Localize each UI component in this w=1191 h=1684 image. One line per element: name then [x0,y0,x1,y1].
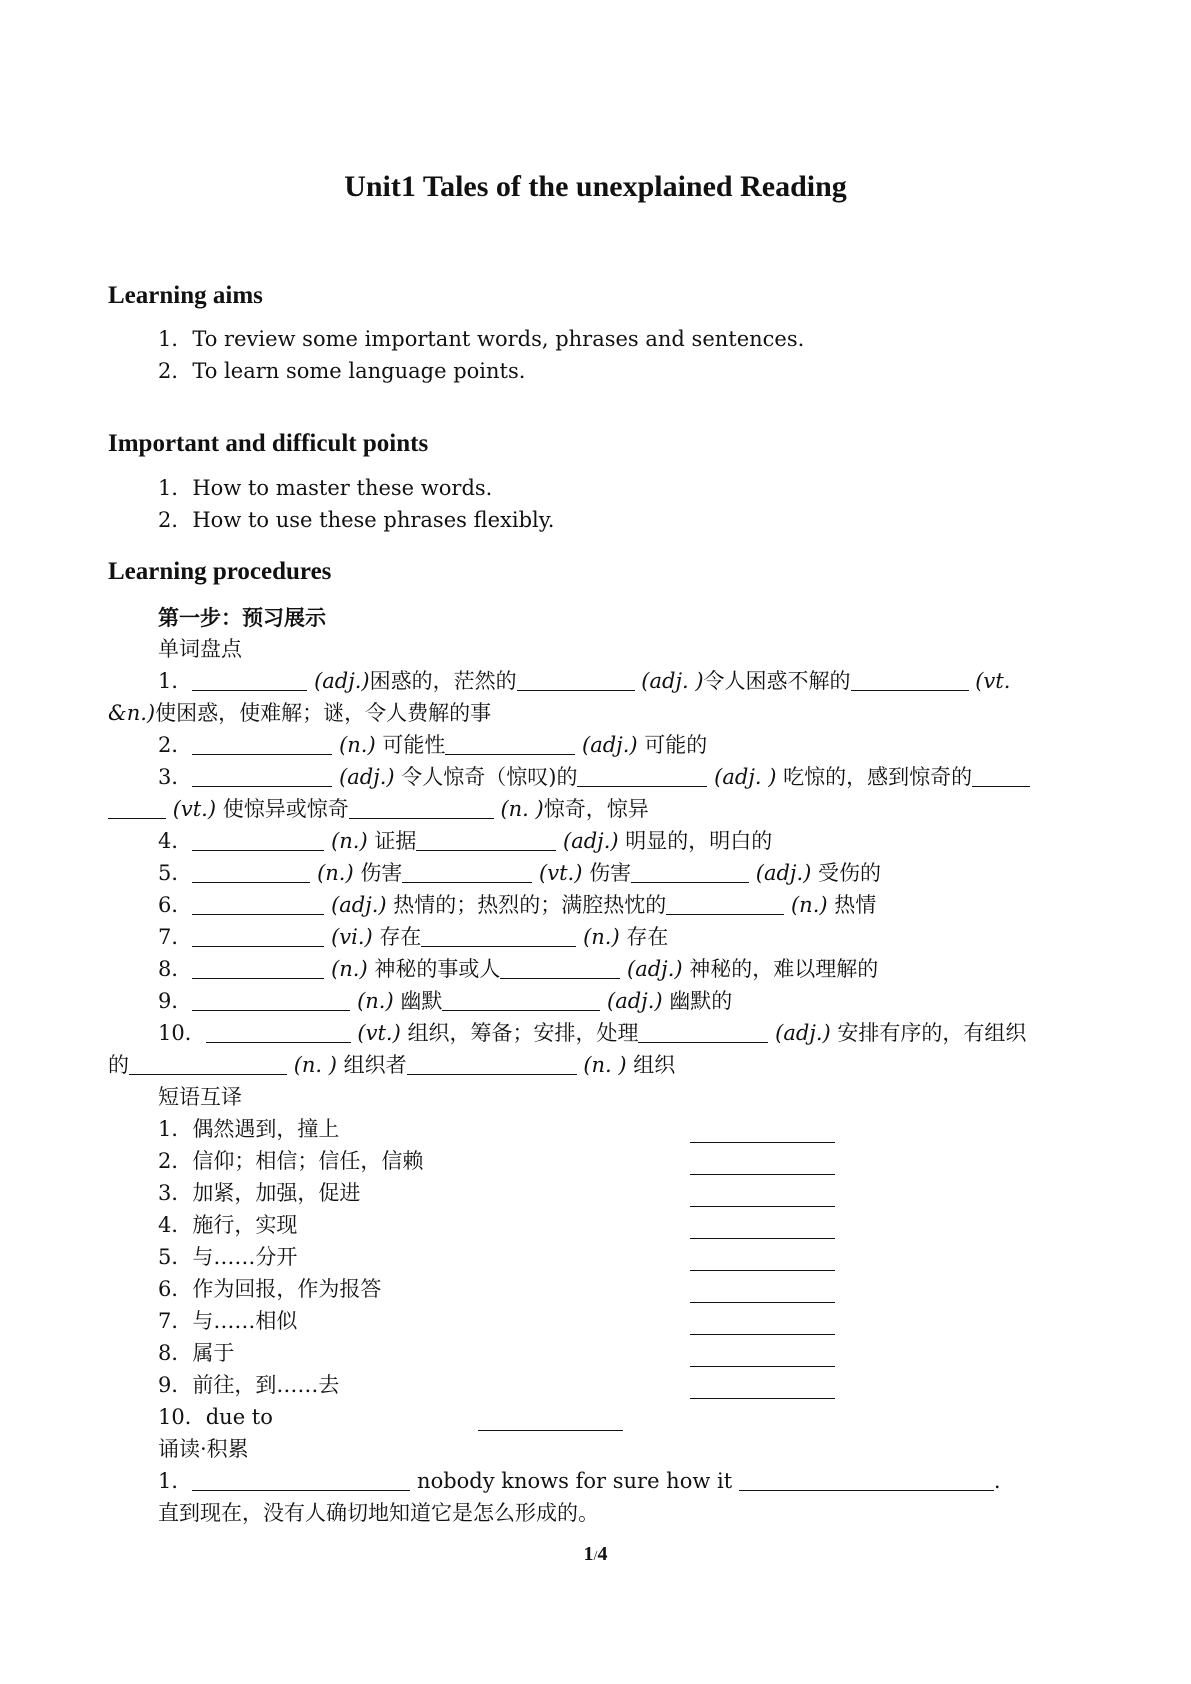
phrase-item: 10．due to [158,1405,273,1429]
vocab-item: 5． (n.) 伤害 (vt.) 伤害 (adj.) 受伤的 [158,861,882,885]
step-heading: 第一步：预习展示 [158,605,326,630]
answer-blank[interactable] [192,864,310,883]
answer-blank[interactable] [631,864,749,883]
phrase-item: 7．与……相似 [158,1309,298,1333]
answer-blank[interactable] [638,1024,768,1043]
phrase-item: 4．施行，实现 [158,1213,298,1237]
vocab-item: 3． (adj.) 令人惊奇（惊叹)的 (adj. ) 吃惊的，感到惊奇的 [158,767,1030,788]
recite-item: 1． nobody knows for sure how it . [158,1469,1001,1493]
vocab-item: 4． (n.) 证据 (adj.) 明显的，明白的 [158,829,773,853]
answer-blank[interactable] [690,1333,835,1335]
learning-procedures-heading: Learning procedures [108,558,332,585]
answer-blank[interactable] [690,1397,835,1399]
answer-blank[interactable] [192,928,324,947]
answer-blank[interactable] [666,896,784,915]
answer-blank[interactable] [690,1301,835,1303]
answer-blank[interactable] [445,736,575,755]
vocab-item: 1． (adj.)困惑的，茫然的 (adj. )令人困惑不解的 (vt. [158,669,1011,693]
answer-blank[interactable] [690,1173,835,1175]
vocab-item-cont: (vt.) 使惊异或惊奇 (n. )惊奇，惊异 [108,799,649,820]
vocab-item-cont: 的 (n. ) 组织者 (n. ) 组织 [108,1053,676,1077]
answer-blank[interactable] [108,800,166,819]
answer-blank[interactable] [349,800,494,819]
aim-item: 2．To learn some language points. [158,359,526,383]
page-title: Unit1 Tales of the unexplained Reading [344,170,847,203]
answer-blank[interactable] [972,768,1030,787]
answer-blank[interactable] [192,736,332,755]
phrase-item: 5．与……分开 [158,1245,298,1269]
answer-blank[interactable] [192,896,324,915]
answer-blank[interactable] [577,768,707,787]
important-points-heading: Important and difficult points [108,430,429,457]
vocab-item: 10． (vt.) 组织，筹备；安排，处理 (adj.) 安排有序的，有组织 [158,1021,1027,1045]
phrase-item: 2．信仰；相信；信任，信赖 [158,1149,424,1173]
point-item: 2．How to use these phrases flexibly. [158,508,555,532]
vocab-item: 6． (adj.) 热情的；热烈的；满腔热忱的 (n.) 热情 [158,893,877,917]
phrase-item: 8．属于 [158,1341,235,1365]
answer-blank[interactable] [478,1429,623,1431]
answer-blank[interactable] [192,672,307,691]
vocab-item: 2． (n.) 可能性 (adj.) 可能的 [158,733,708,757]
answer-blank[interactable] [500,960,620,979]
phrase-item: 6．作为回报，作为报答 [158,1277,382,1301]
answer-blank[interactable] [690,1141,835,1143]
vocab-item-cont: &n.)使困惑，使难解；谜，令人费解的事 [108,701,492,725]
answer-blank[interactable] [192,832,324,851]
vocab-item: 9． (n.) 幽默 (adj.) 幽默的 [158,989,733,1013]
answer-blank[interactable] [192,768,332,787]
answer-blank[interactable] [690,1205,835,1207]
answer-blank[interactable] [192,1472,410,1491]
page-number: 1/4 [583,1543,608,1565]
vocab-item: 8． (n.) 神秘的事或人 (adj.) 神秘的，难以理解的 [158,957,879,981]
phrase-item: 3．加紧，加强，促进 [158,1181,361,1205]
answer-blank[interactable] [402,864,532,883]
answer-blank[interactable] [416,832,556,851]
answer-blank[interactable] [517,672,635,691]
answer-blank[interactable] [442,992,600,1011]
answer-blank[interactable] [690,1365,835,1367]
aim-item: 1．To review some important words, phrases and sentences. [158,327,805,351]
answer-blank[interactable] [690,1269,835,1271]
answer-blank[interactable] [206,1024,351,1043]
answer-blank[interactable] [192,992,350,1011]
answer-blank[interactable] [690,1237,835,1239]
answer-blank[interactable] [192,960,324,979]
answer-blank[interactable] [421,928,576,947]
answer-blank[interactable] [407,1056,577,1075]
phrase-heading: 短语互译 [158,1085,242,1109]
vocab-item: 7． (vi.) 存在 (n.) 存在 [158,925,669,949]
phrase-item: 9．前往，到……去 [158,1373,340,1397]
learning-aims-heading: Learning aims [108,282,263,309]
recite-heading: 诵读·积累 [158,1437,249,1461]
phrase-item: 1．偶然遇到，撞上 [158,1117,340,1141]
answer-blank[interactable] [129,1056,287,1075]
point-item: 1．How to master these words. [158,476,493,500]
vocab-heading: 单词盘点 [158,637,242,661]
answer-blank[interactable] [739,1472,994,1491]
recite-translation: 直到现在，没有人确切地知道它是怎么形成的。 [158,1501,599,1525]
answer-blank[interactable] [851,672,969,691]
